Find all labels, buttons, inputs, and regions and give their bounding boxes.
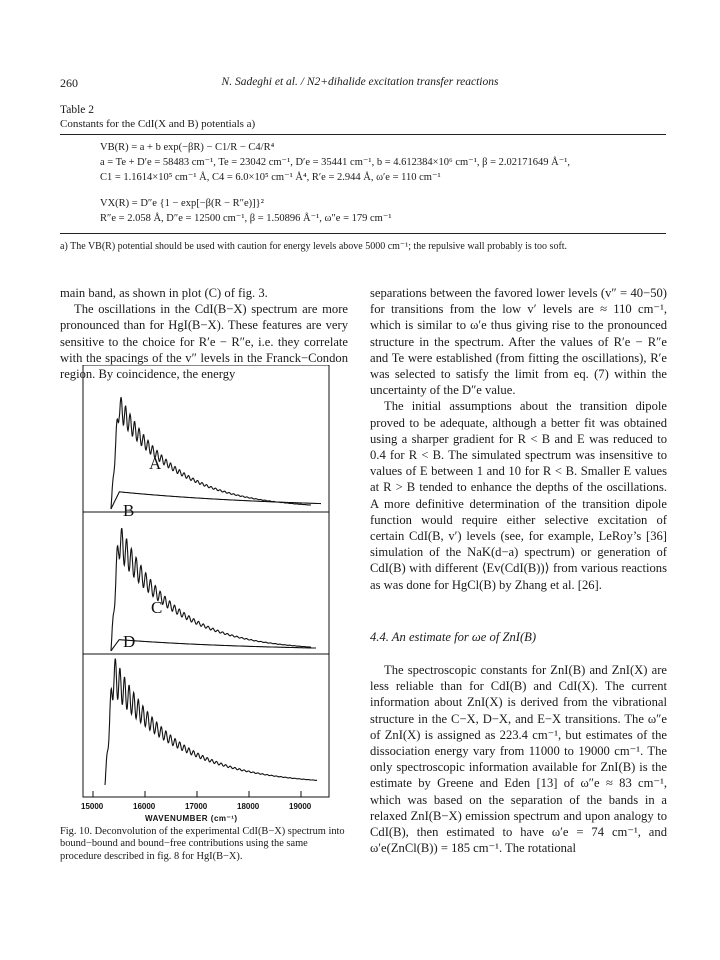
x-tick-label: 15000 xyxy=(81,802,104,811)
spectrum-figure xyxy=(65,365,355,825)
panel-label-a: A xyxy=(149,454,162,473)
spectrum-curve-combined xyxy=(105,659,317,786)
x-tick-label: 18000 xyxy=(237,802,260,811)
left-para-1: main band, as shown in plot (C) of fig. 3. xyxy=(60,286,268,300)
figure-caption: Fig. 10. Deconvolution of the experimental CdI(B−X) spectrum into bound−bound and bound−free contributions using the same procedure described in fig. 8 for HgI(B−X). xyxy=(60,826,345,862)
table-footnote: a) The VB(R) potential should be used with caution for energy levels above 5000 cm⁻¹; the repulsive wall probably is too soft. xyxy=(60,241,568,252)
vx-equation: VX(R) = D″e {1 − exp[−β(R − R″e)]}² xyxy=(100,198,264,209)
x-axis-label: WAVENUMBER (cm⁻¹) xyxy=(145,814,238,823)
table-caption: Constants for the CdI(X and B) potentials a) xyxy=(60,118,256,130)
table-label: Table 2 xyxy=(60,104,95,116)
table-top-rule xyxy=(60,134,666,135)
left-para-2: The oscillations in the CdI(B−X) spectrum are more pronounced than for HgI(B−X). These features are very sensitive to the choice for R′e − R″e, i.e. they correlate with the spacings of the v″ levels in the Franck−Condon region. By coincidence, the energy xyxy=(60,302,348,382)
x-tick-label: 16000 xyxy=(133,802,156,811)
right-para-3: The spectroscopic constants for ZnI(B) and ZnI(X) are less reliable than for CdI(B) and CdI(X). The current information about ZnI(X) is derived from the vibrational structure in the C−X, D−X, and E−X transitions. The ω″e of ZnI(X) is assigned as 223.4 cm⁻¹, but estimates of the dissociation energy vary from 11000 to 19000 cm⁻¹. The only spectroscopic information available for ZnI(B) is the estimate by Greene and Eden [13] of ω″e ≈ 83 cm⁻¹, which was based on the separation of the bands in a relaxed ZnI(B−X) emission spectrum and upon analogy to CdI(B), then estimated to have ω′e = 74 cm⁻¹, and ω′e(ZnCl(B)) = 185 cm⁻¹. The rotational xyxy=(370,663,667,856)
right-para-2: The initial assumptions about the transition dipole proved to be adequate, although a better fit was obtained using a sharper gradient for R < B and E was reduced to 0.4 for R < B. The simulated spectrum was insensitive to values of E between 1 and 10 for R < B. Smaller E values at R > B tended to enhance the depths of the oscillations. A more definitive determination of the transition dipole function would require either selective excitation of certain CdI(B, v′) levels (see, for example, LeRoy’s [36] simulation of the NaK(d−a) spectrum) or generation of CdI(B) with different ⟨Ev(CdI(B))⟩ from various reactions as was done for HgCl(B) by Zhang et al. [26]. xyxy=(370,399,667,592)
vb-constants-line1: a = Te + D′e = 58483 cm⁻¹, Te = 23042 cm⁻¹, D′e = 35441 cm⁻¹, b = 4.612384×10⁶ cm⁻¹, β = 2.02171649 Å⁻¹, xyxy=(100,157,571,168)
vx-constants: R″e = 2.058 Å, D″e = 12500 cm⁻¹, β = 1.50896 Å⁻¹, ω″e = 179 cm⁻¹ xyxy=(100,213,392,224)
x-tick-label: 17000 xyxy=(185,802,208,811)
vb-constants-line2: C1 = 1.1614×10⁵ cm⁻¹ Å, C4 = 6.0×10⁵ cm⁻¹ Å⁴, R′e = 2.944 Å, ω′e = 110 cm⁻¹ xyxy=(100,172,441,183)
spectrum-curve-b xyxy=(111,492,321,509)
vb-equation: VB(R) = a + b exp(−βR) − C1/R − C4/R⁴ xyxy=(100,142,275,153)
right-column-text xyxy=(370,285,667,593)
right-column-text-continued xyxy=(370,662,667,856)
table-bottom-rule xyxy=(60,233,666,234)
panel-label-b: B xyxy=(123,501,135,520)
figure-frame xyxy=(83,365,329,797)
panel-label-d: D xyxy=(123,632,136,651)
spectrum-curve-a xyxy=(111,397,311,509)
section-heading: 4.4. An estimate for ωe of ZnI(B) xyxy=(370,630,537,644)
page-number: 260 xyxy=(60,76,78,90)
running-head: N. Sadeghi et al. / N2+dihalide excitation transfer reactions xyxy=(221,76,499,88)
right-para-1: separations between the favored lower levels (v″ = 40−50) for transitions from the low v′ levels are ≈ 110 cm⁻¹, which is similar to ω′e thus giving rise to the pronounced structure in the spectrum. After the values of R′e − R″e and Te were established (from fitting the oscillations), R′e was selected to satisfy the limit from eq. (7) within the uncertainty of the D″e value. xyxy=(370,286,667,398)
spectrum-curve-c xyxy=(111,528,311,651)
x-axis-ticks xyxy=(81,791,312,811)
x-tick-label: 19000 xyxy=(289,802,312,811)
panel-label-c: C xyxy=(151,598,163,617)
